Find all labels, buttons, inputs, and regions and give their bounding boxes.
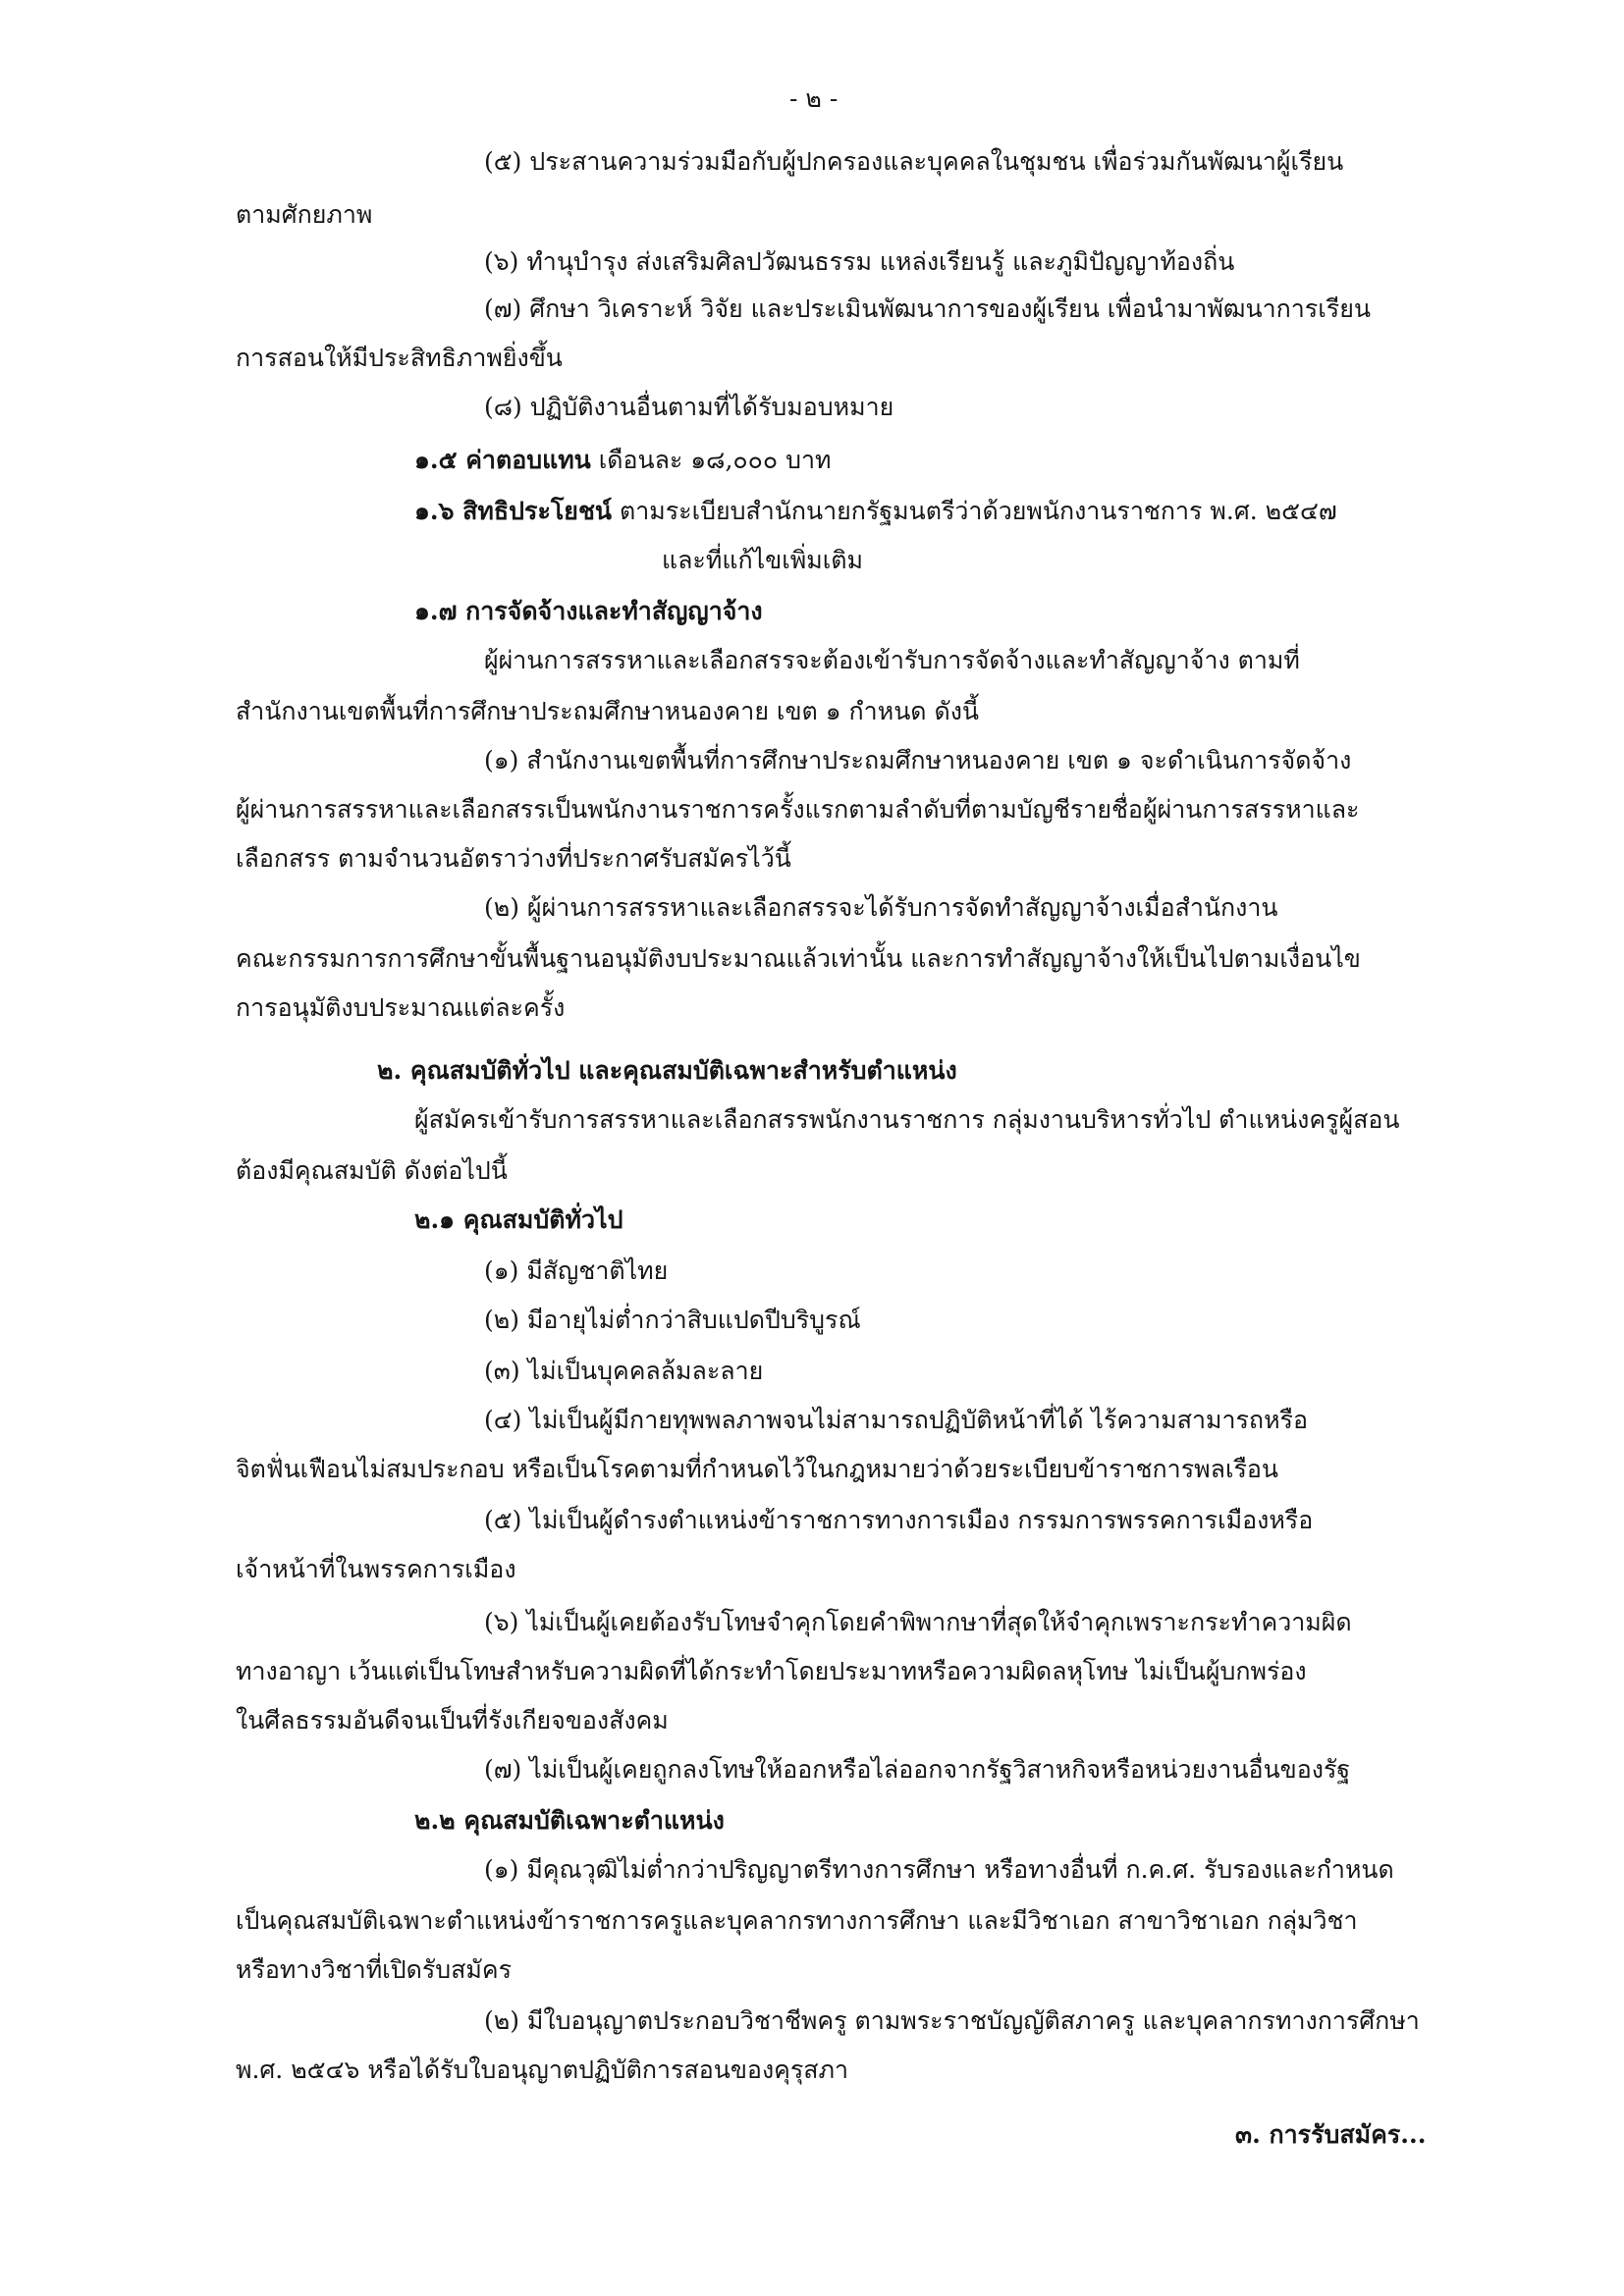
section-1-7-item-2: (๒) ผู้ผ่านการสรรหาและเลือกสรรจะได้รับการจัดทำสัญญาจ้างเมื่อสำนักงาน xyxy=(484,893,1278,922)
general-qual-5-cont: เจ้าหน้าที่ในพรรคการเมือง xyxy=(236,1555,516,1583)
section-1-7-p1-cont: สำนักงานเขตพื้นที่การศึกษาประถมศึกษาหนองคาย เขต ๑ กำหนด ดังนี้ xyxy=(236,697,980,725)
section-1-7-item-2-cont: คณะกรรมการการศึกษาขั้นพื้นฐานอนุมัติงบประมาณแล้วเท่านั้น และการทำสัญญาจ้างให้เป็นไปตามเงื่อนไข xyxy=(236,944,1361,973)
section-1-7-heading: ๑.๗ การจัดจ้างและทำสัญญาจ้าง xyxy=(414,597,763,625)
general-qual-6: (๖) ไม่เป็นผู้เคยต้องรับโทษจำคุกโดยคำพิพากษาที่สุดให้จำคุกเพราะกระทำความผิด xyxy=(484,1608,1352,1636)
compensation-heading: ๑.๕ ค่าตอบแทน xyxy=(414,446,591,474)
section-2-heading: ๒. คุณสมบัติทั่วไป และคุณสมบัติเฉพาะสำหรับตำแหน่ง xyxy=(377,1056,957,1085)
duty-6: (๖) ทำนุบำรุง ส่งเสริมศิลปวัฒนธรรม แหล่งเรียนรู้ และภูมิปัญญาท้องถิ่น xyxy=(484,247,1235,276)
specific-qual-2-cont: พ.ศ. ๒๕๔๖ หรือได้รับใบอนุญาตปฏิบัติการสอนของคุรุสภา xyxy=(236,2056,849,2084)
general-qual-2: (๒) มีอายุไม่ต่ำกว่าสิบแปดปีบริบูรณ์ xyxy=(484,1306,861,1334)
section-1-7-p1: ผู้ผ่านการสรรหาและเลือกสรรจะต้องเข้ารับการจัดจ้างและทำสัญญาจ้าง ตามที่ xyxy=(484,646,1300,674)
section-1-7-item-1-cont2: เลือกสรร ตามจำนวนอัตราว่างที่ประกาศรับสมัครไว้นี้ xyxy=(236,844,791,873)
specific-qual-1: (๑) มีคุณวุฒิไม่ต่ำกว่าปริญญาตรีทางการศึกษา หรือทางอื่นที่ ก.ค.ศ. รับรองและกำหนด xyxy=(484,1855,1394,1884)
general-qual-4-cont: จิตฟั่นเฟือนไม่สมประกอบ หรือเป็นโรคตามที่กำหนดไว้ในกฎหมายว่าด้วยระเบียบข้าราชการพลเรือน xyxy=(236,1455,1279,1483)
general-qual-6-cont: ทางอาญา เว้นแต่เป็นโทษสำหรับความผิดที่ได้กระทำโดยประมาทหรือความผิดลหุโทษ ไม่เป็นผู้บกพร่อง xyxy=(236,1657,1307,1685)
section-2-2-heading: ๒.๒ คุณสมบัติเฉพาะตำแหน่ง xyxy=(414,1806,725,1835)
general-qual-4: (๔) ไม่เป็นผู้มีกายทุพพลภาพจนไม่สามารถปฏิบัติหน้าที่ได้ ไร้ความสามารถหรือ xyxy=(484,1406,1308,1434)
page-number: - ๒ - xyxy=(789,84,839,113)
section-2-intro: ผู้สมัครเข้ารับการสรรหาและเลือกสรรพนักงานราชการ กลุ่มงานบริหารทั่วไป ตำแหน่งครูผู้สอน xyxy=(414,1105,1400,1134)
compensation-line xyxy=(414,444,832,477)
section-2-1-heading: ๒.๑ คุณสมบัติทั่วไป xyxy=(414,1205,623,1234)
duty-7-cont: การสอนให้มีประสิทธิภาพยิ่งขึ้น xyxy=(236,344,563,372)
duty-8: (๘) ปฏิบัติงานอื่นตามที่ได้รับมอบหมาย xyxy=(484,393,894,421)
section-1-7-item-1-cont: ผู้ผ่านการสรรหาและเลือกสรรเป็นพนักงานราชการครั้งแรกตามลำดับที่ตามบัญชีรายชื่อผู้ผ่านการสรรหาและ xyxy=(236,795,1360,824)
benefits-heading: ๑.๖ สิทธิประโยชน์ xyxy=(414,497,613,525)
duty-5: (๕) ประสานความร่วมมือกับผู้ปกครองและบุคคลในชุมชน เพื่อร่วมกันพัฒนาผู้เรียน xyxy=(484,147,1344,176)
benefits-cont: และที่แก้ไขเพิ่มเติม xyxy=(662,546,864,574)
section-2-intro-cont: ต้องมีคุณสมบัติ ดังต่อไปนี้ xyxy=(236,1156,508,1185)
specific-qual-1-cont: เป็นคุณสมบัติเฉพาะตำแหน่งข้าราชการครูและบุคลากรทางการศึกษา และมีวิชาเอก สาขาวิชาเอก กลุ่มวิชา xyxy=(236,1906,1358,1935)
specific-qual-1-cont2: หรือทางวิชาที่เปิดรับสมัคร xyxy=(236,1955,513,1984)
general-qual-5: (๕) ไม่เป็นผู้ดำรงตำแหน่งข้าราชการทางการเมือง กรรมการพรรคการเมืองหรือ xyxy=(484,1506,1314,1534)
duty-5-cont: ตามศักยภาพ xyxy=(236,200,373,229)
general-qual-7: (๗) ไม่เป็นผู้เคยถูกลงโทษให้ออกหรือไล่ออกจากรัฐวิสาหกิจหรือหน่วยงานอื่นของรัฐ xyxy=(484,1755,1351,1784)
benefits-line xyxy=(414,495,1337,528)
specific-qual-2: (๒) มีใบอนุญาตประกอบวิชาชีพครู ตามพระราชบัญญัติสภาครู และบุคลากรทางการศึกษา xyxy=(484,2006,1420,2035)
compensation-value: เดือนละ ๑๘,๐๐๐ บาท xyxy=(590,446,832,474)
continuation-marker: ๓. การรับสมัคร... xyxy=(1235,2120,1427,2149)
general-qual-3: (๓) ไม่เป็นบุคคลล้มละลาย xyxy=(484,1357,764,1385)
duty-7: (๗) ศึกษา วิเคราะห์ วิจัย และประเมินพัฒนาการของผู้เรียน เพื่อนำมาพัฒนาการเรียน xyxy=(484,294,1371,323)
section-1-7-item-2-cont2: การอนุมัติงบประมาณแต่ละครั้ง xyxy=(236,993,566,1022)
section-1-7-item-1: (๑) สำนักงานเขตพื้นที่การศึกษาประถมศึกษาหนองคาย เขต ๑ จะดำเนินการจัดจ้าง xyxy=(484,746,1352,774)
benefits-text: ตามระเบียบสำนักนายกรัฐมนตรีว่าด้วยพนักงานราชการ พ.ศ. ๒๕๔๗ xyxy=(612,497,1337,525)
general-qual-6-cont2: ในศีลธรรมอันดีจนเป็นที่รังเกียจของสังคม xyxy=(236,1706,669,1735)
general-qual-1: (๑) มีสัญชาติไทย xyxy=(484,1256,669,1285)
